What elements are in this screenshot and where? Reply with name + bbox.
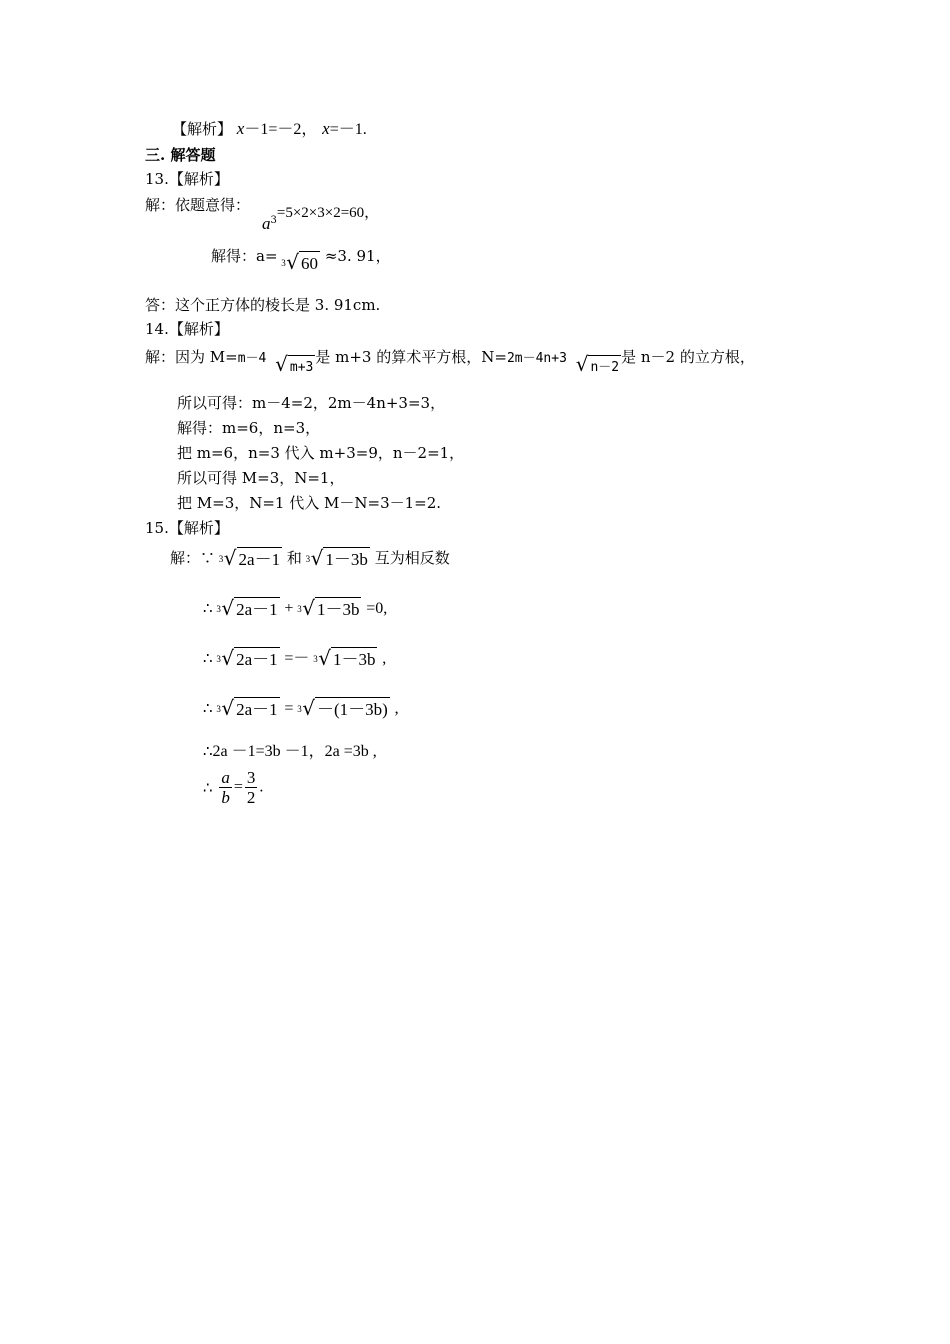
analysis-label: 【解析】 xyxy=(172,120,233,138)
q14-step: 把 m=6，n=3 代入 m+3=9，n－2=1， xyxy=(177,444,465,462)
q14-step: 所以可得：m－4=2，2m－4n+3=3， xyxy=(177,394,446,412)
cube-root-60: 3 √ 60 xyxy=(281,250,319,274)
fraction-a-over-b: $\frac{a}{b}$ xyxy=(221,768,230,807)
q13-cube-expression: $a^3=5\times 2\times 3\times 2=60$， xyxy=(262,205,380,233)
q13-line1: 解：依题意得： xyxy=(145,196,251,214)
q15-line2: ∴ 3 √ 2a－1 + 3 √ 1－3b =0, xyxy=(203,596,388,620)
cbrt-1-3b: 3 √ 1－3b xyxy=(313,646,376,670)
cbrt-1-3b: 3 √ 1－3b xyxy=(297,596,360,620)
cbrt-1-3b: 3 √ 1－3b xyxy=(305,546,368,570)
q14-step: 解得：m=6，n=3， xyxy=(177,419,321,437)
prev-solution-line: 【解析】 x－1=－2， x=－1. xyxy=(172,119,367,138)
q13-number: 13.【解析】 xyxy=(145,170,229,188)
section-title: 三. 解答题 xyxy=(145,146,216,164)
q15-line3: ∴ 3 √ 2a－1 =－ 3 √ 1－3b , xyxy=(203,646,387,670)
q14-line1: 解：因为 M=m－4 √ m+3是 m+3 的算术平方根，N=2m－4n+3 √ n－2是 n－2 的立方根， xyxy=(145,345,755,371)
sqrt-m-plus-3: √ m+3 xyxy=(271,353,315,379)
q13-answer: 答：这个正方体的棱长是 3. 91cm. xyxy=(145,296,381,314)
cbrt-2a-1: 3 √ 2a－1 xyxy=(216,696,278,720)
q14-number: 14.【解析】 xyxy=(145,320,229,338)
q14-step: 所以可得 M=3，N=1， xyxy=(177,469,345,487)
q15-line4: ∴ 3 √ 2a－1 = 3 √ －(1－3b) , xyxy=(203,696,399,720)
cbrt-n-minus-2: √ n－2 xyxy=(572,353,621,379)
cbrt-2a-1: 3 √ 2a－1 xyxy=(218,546,281,570)
q14-step: 把 M=3，N=1 代入 M－N=3－1=2. xyxy=(177,494,442,512)
cbrt-2a-1: 3 √ 2a－1 xyxy=(216,646,278,670)
cbrt-2a-1: 3 √ 2a－1 xyxy=(216,596,278,620)
q13-line2: 解得：a= 3 √ 60 ≈3. 91， xyxy=(211,247,391,274)
fraction-3-over-2: $\frac{3}{2}$ xyxy=(246,768,256,807)
cbrt-neg-1-3b: 3 √ －(1－3b) xyxy=(297,696,388,720)
q15-line5: ∴2a －1=3b －1，2a =3b , xyxy=(203,742,377,760)
q15-line6: ∴ $\frac{a}{b}$ = $\frac{3}{2}$ . xyxy=(203,768,264,807)
q15-number: 15.【解析】 xyxy=(145,519,229,537)
q15-line1: 解：∵ 3 √ 2a－1 和 3 √ 1－3b 互为相反数 xyxy=(170,546,450,570)
